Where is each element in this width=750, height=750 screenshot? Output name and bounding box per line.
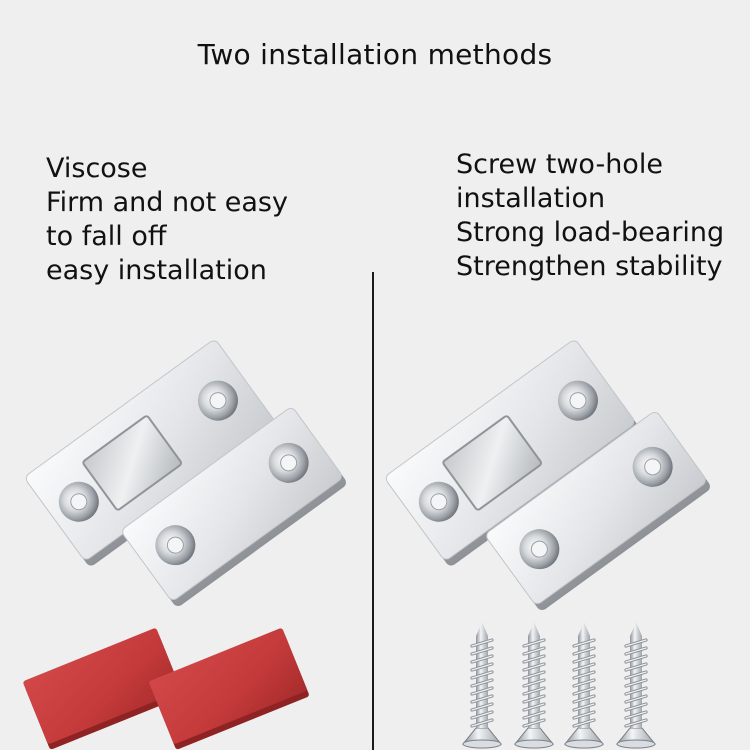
screw-icon: [617, 622, 655, 748]
screw-line-3: Strong load-bearing: [456, 217, 725, 248]
screw-icon: [463, 622, 501, 748]
screw-icon: [565, 622, 603, 748]
viscose-line-3: to fall off: [46, 221, 167, 252]
adhesive-pad-icon: [149, 628, 310, 750]
viscose-illustration: [0, 320, 372, 750]
screw-icon: [515, 622, 553, 748]
viscose-line-4: easy installation: [46, 255, 267, 286]
viscose-line-2: Firm and not easy: [46, 187, 288, 218]
screw-line-1: Screw two-hole: [456, 149, 663, 180]
screw-line-4: Strengthen stability: [456, 251, 723, 282]
viscose-line-1: Viscose: [46, 153, 148, 184]
screw-illustration: [374, 320, 750, 750]
screw-line-2: installation: [456, 183, 606, 214]
screw-method-text: [456, 148, 724, 284]
page-title: Two installation methods: [197, 38, 553, 71]
viscose-method-text: [46, 152, 288, 288]
